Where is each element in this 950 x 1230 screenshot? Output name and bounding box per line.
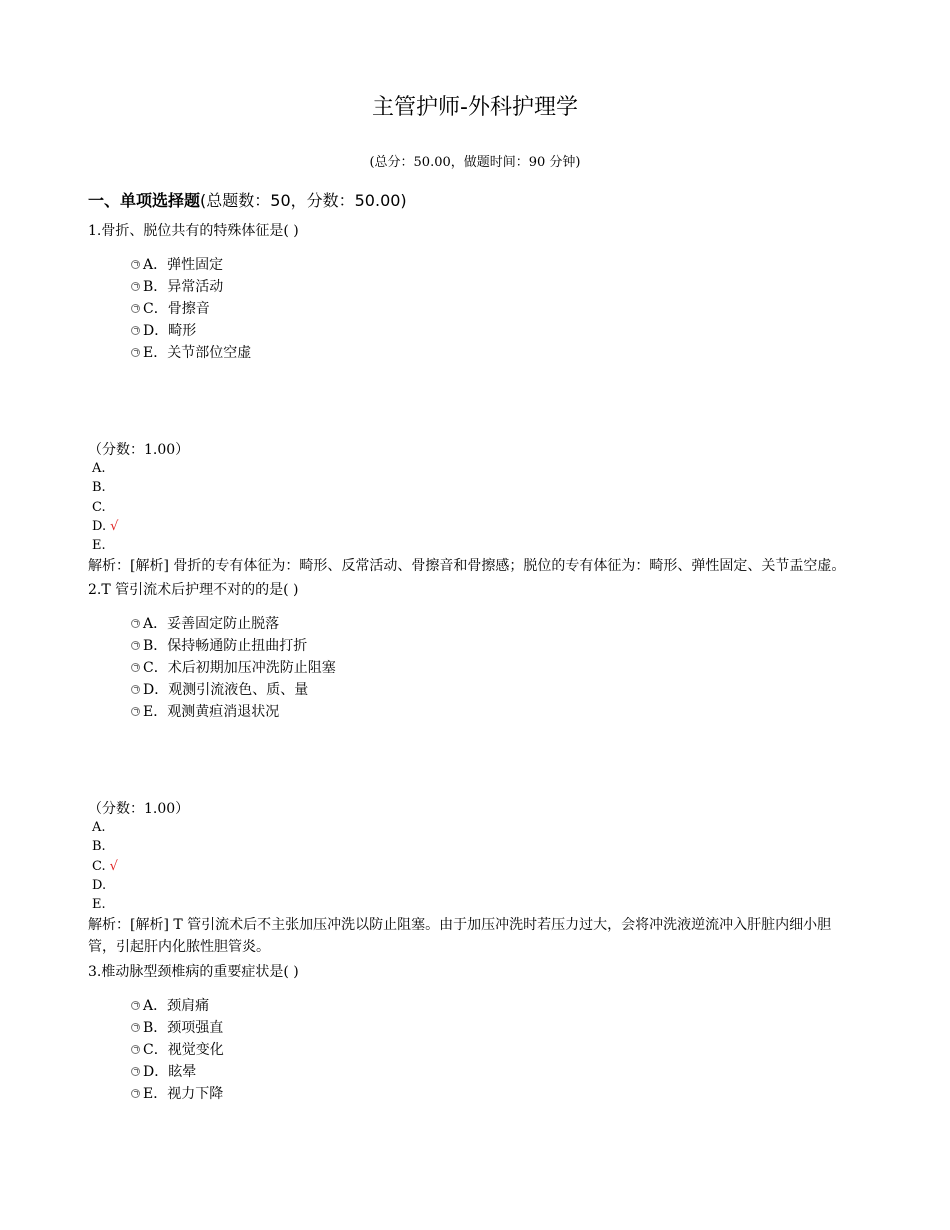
question-1-option-b[interactable] [131,276,251,298]
option-label: A．妥善固定防止脱落 [143,616,280,632]
answer-row [92,818,118,837]
radio-icon[interactable] [131,1089,140,1098]
answer-row [92,536,118,555]
question-2-option-d[interactable] [131,679,336,701]
question-3-option-a[interactable] [131,995,224,1017]
question-3-option-c[interactable] [131,1039,224,1061]
question-1-option-e[interactable] [131,342,251,364]
question-2-option-a[interactable] [131,613,336,635]
option-label: D．眩晕 [143,1064,197,1080]
section-heading-info: (总题数：50，分数：50.00) [200,191,407,210]
answer-letter: B. [92,839,106,855]
radio-icon[interactable] [131,663,140,672]
question-2-option-c[interactable] [131,657,336,679]
option-label: C．术后初期加压冲洗防止阻塞 [143,660,336,676]
answer-letter: B. [92,480,106,496]
question-1-explanation: 解析：[解析] 骨折的专有体征为：畸形、反常活动、骨擦音和骨擦感；脱位的专有体征为：畸形、弹性固定、关节盂空虚。 [88,558,846,574]
question-1-answers [92,459,118,555]
answer-letter: C. [92,499,106,515]
answer-row [92,857,118,876]
answer-row [92,837,118,856]
question-2-stem: 2.T 管引流术后护理不对的的是( ) [88,582,299,598]
radio-icon[interactable] [131,707,140,716]
answer-row [92,517,118,536]
option-label: E．观测黄疸消退状况 [143,704,280,720]
question-1-option-d[interactable] [131,320,251,342]
question-2-score: （分数：1.00） [88,801,190,817]
radio-icon[interactable] [131,1045,140,1054]
correct-mark: √ [109,858,118,874]
option-label: B．颈项强直 [143,1020,224,1036]
option-label: D．观测引流液色、质、量 [143,682,309,698]
section-heading-bold: 一、单项选择题 [88,191,201,210]
radio-icon[interactable] [131,282,140,291]
question-1-stem: 1.骨折、脱位共有的特殊体征是( ) [88,223,299,239]
question-3-options [131,995,224,1105]
question-1-options [131,254,251,364]
radio-icon[interactable] [131,326,140,335]
option-label: B．保持畅通防止扭曲打折 [143,638,308,654]
answer-letter: D. [92,877,107,893]
question-3-option-b[interactable] [131,1017,224,1039]
radio-icon[interactable] [131,1067,140,1076]
answer-row [92,478,118,497]
question-3-stem: 3.椎动脉型颈椎病的重要症状是( ) [88,964,299,980]
option-label: E．关节部位空虚 [143,345,252,361]
answer-letter: E. [92,897,106,913]
radio-icon[interactable] [131,1023,140,1032]
option-label: A．弹性固定 [143,257,224,273]
answer-letter: E. [92,538,106,554]
question-2-answers [92,818,118,914]
radio-icon[interactable] [131,1001,140,1010]
document-title: 主管护师-外科护理学 [372,95,578,120]
question-1-score: （分数：1.00） [88,442,190,458]
option-label: A．颈肩痛 [143,998,210,1014]
option-label: C．视觉变化 [143,1042,224,1058]
question-2-option-b[interactable] [131,635,336,657]
radio-icon[interactable] [131,304,140,313]
correct-mark: √ [110,518,119,534]
answer-letter: A. [92,461,106,476]
option-label: D．畸形 [143,323,197,339]
section-heading [88,188,407,211]
answer-row [92,498,118,517]
radio-icon[interactable] [131,348,140,357]
question-1-option-a[interactable] [131,254,251,276]
question-3-option-e[interactable] [131,1083,224,1105]
option-label: E．视力下降 [143,1086,224,1102]
answer-letter: C. [92,858,106,874]
question-2-option-e[interactable] [131,701,336,723]
option-label: C．骨擦音 [143,301,210,317]
question-1-option-c[interactable] [131,298,251,320]
radio-icon[interactable] [131,619,140,628]
question-2-explanation: 解析：[解析] T 管引流术后不主张加压冲洗以防止阻塞。由于加压冲洗时若压力过大，会将冲洗液逆流冲入肝脏内细小胆管，引起肝内化脓性胆管炎。 [88,917,832,955]
answer-row [92,895,118,914]
radio-icon[interactable] [131,641,140,650]
radio-icon[interactable] [131,260,140,269]
radio-icon[interactable] [131,685,140,694]
document-subtitle: (总分：50.00，做题时间：90 分钟) [369,155,581,170]
question-2-options [131,613,336,723]
question-3-option-d[interactable] [131,1061,224,1083]
option-label: B．异常活动 [143,279,224,295]
answer-row [92,459,118,478]
answer-letter: D. [92,518,107,534]
answer-letter: A. [92,820,106,835]
answer-row [92,876,118,895]
